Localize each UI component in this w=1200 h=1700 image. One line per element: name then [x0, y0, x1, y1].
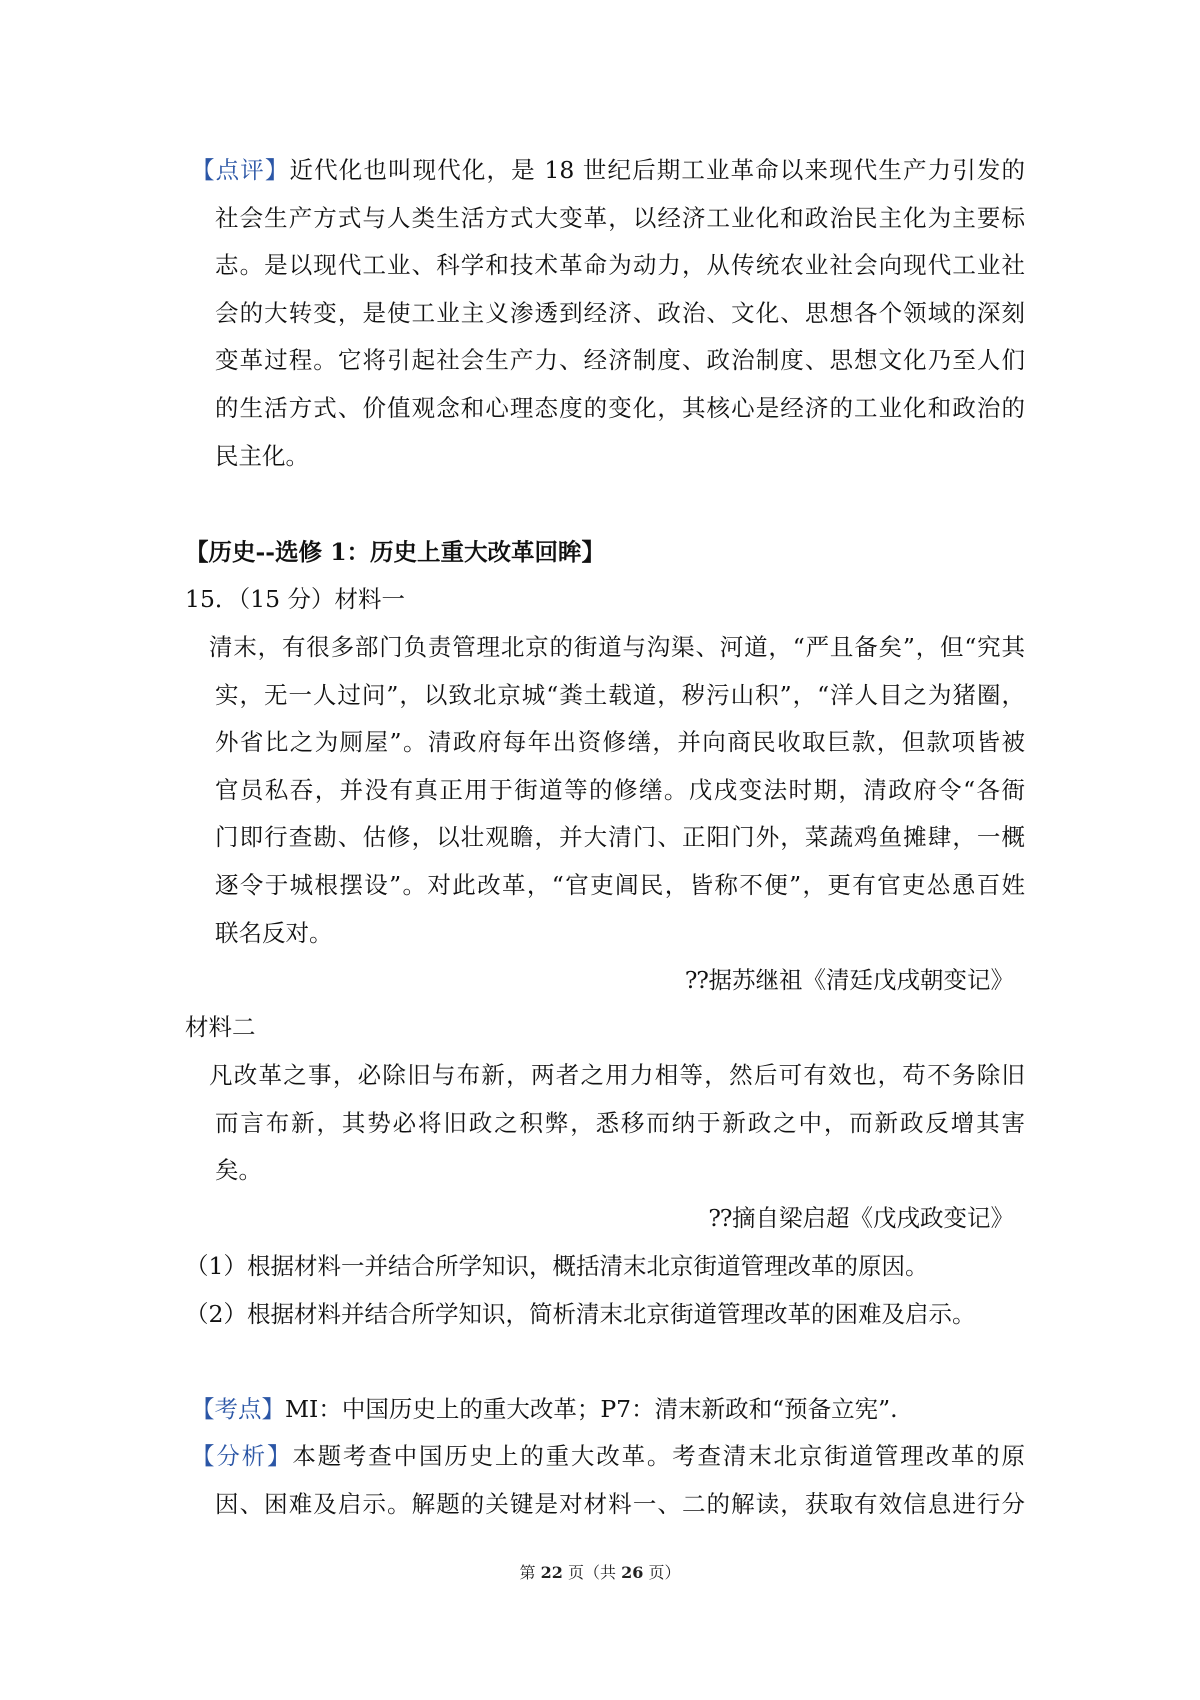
analysis-line: 因、困难及启示。解题的关键是对材料一、二的解读，获取有效信息进行分 [215, 1489, 1025, 1518]
exam-point-tag: 【考点】 [191, 1395, 285, 1423]
footer-suffix: 页） [643, 1563, 681, 1582]
material-2-line: 而言布新，其势必将旧政之积弊，悉移而纳于新政之中，而新政反增其害 [215, 1108, 1025, 1137]
material-1-source: ⁇据苏继祖《清廷戊戌朝变记》 [685, 966, 1014, 994]
review-line: 的生活方式、价值观念和心理态度的变化，其核心是经济的工业化和政治的 [215, 393, 1025, 422]
page-number: 22 [540, 1563, 563, 1582]
review-tag: 【点评】 [191, 156, 290, 184]
sub-questions [185, 1243, 975, 1338]
review-line: 社会生产方式与人类生活方式大变革，以经济工业化和政治民主化为主要标 [215, 203, 1025, 232]
material-1-line: 实，无一人过问”，以致北京城“粪土载道，秽污山积”，“洋人目之为猪圈， [215, 680, 1025, 709]
material-1-line: 官员私吞，并没有真正用于街道等的修缮。戊戌变法时期，清政府令“各衙 [215, 775, 1025, 804]
material-2-line: 矣。 [215, 1156, 262, 1185]
review-paragraph [191, 147, 1026, 480]
material-2-source: ⁇摘自梁启超《戊戌政变记》 [709, 1204, 1014, 1232]
exam-point-text: MI：中国历史上的重大改革；P7：清末新政和“预备立宪”. [285, 1395, 898, 1423]
review-line: 志。是以现代工业、科学和技术革命为动力，从传统农业社会向现代工业社 [215, 251, 1025, 280]
page-footer [0, 1561, 1200, 1585]
analysis-paragraph [191, 1433, 1025, 1528]
analysis-line-text: 本题考查中国历史上的重大改革。考查清末北京街道管理改革的原 [292, 1442, 1025, 1470]
material-1-line: 联名反对。 [215, 918, 333, 947]
analysis-line [191, 1433, 1025, 1481]
analysis-tag: 【分析】 [191, 1442, 293, 1470]
material-1-line: 外省比之为厕屋”。清政府每年出资修缮，并向商民收取巨款，但款项皆被 [215, 728, 1025, 757]
exam-point [191, 1386, 898, 1434]
material-1-line: 清末，有很多部门负责管理北京的街道与沟渠、河道，“严且备矣”，但“究其 [209, 633, 1025, 661]
sub-question-2: （2）根据材料并结合所学知识，简析清末北京街道管理改革的困难及启示。 [185, 1299, 976, 1328]
review-line: 民主化。 [215, 441, 309, 470]
sub-question-1: （1）根据材料一并结合所学知识，概括清末北京街道管理改革的原因。 [185, 1252, 929, 1280]
material-1-paragraph [209, 624, 1025, 957]
material-2-line: 凡改革之事，必除旧与布新，两者之用力相等，然后可有效也，苟不务除旧 [209, 1061, 1025, 1089]
review-line: 会的大转变，是使工业主义渗透到经济、政治、文化、思想各个领域的深刻 [215, 298, 1025, 327]
material-1-line: 门即行查勘、估修，以壮观瞻，并大清门、正阳门外，菜蔬鸡鱼摊肆，一概 [215, 823, 1025, 852]
review-line: 变革过程。它将引起社会生产力、经济制度、政治制度、思想文化乃至人们 [215, 346, 1025, 375]
question-heading: 15．（15 分）材料一 [185, 585, 406, 613]
footer-middle: 页（共 [562, 1563, 622, 1582]
material-2-paragraph [209, 1052, 1025, 1195]
review-line [191, 147, 1025, 195]
total-pages: 26 [621, 1563, 644, 1582]
footer-prefix: 第 [519, 1563, 541, 1582]
review-line-text: 近代化也叫现代化，是 18 世纪后期工业革命以来现代生产力引发的 [289, 156, 1026, 184]
section-title: 【历史--选修 1：历史上重大改革回眸】 [185, 538, 606, 566]
material-2-label: 材料二 [185, 1013, 256, 1041]
material-1-line: 逐令于城根摆设”。对此改革，“官吏阊民，皆称不便”，更有官吏怂恿百姓 [215, 870, 1025, 899]
